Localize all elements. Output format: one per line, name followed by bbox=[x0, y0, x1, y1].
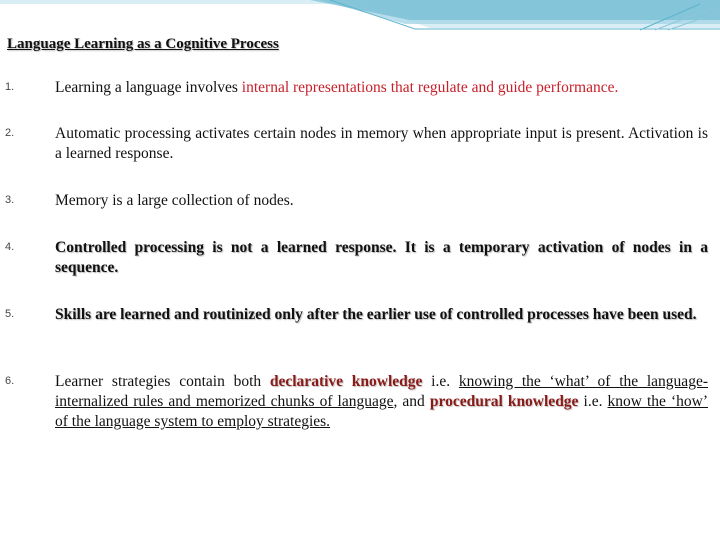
item-text-part: , and bbox=[393, 393, 430, 410]
item-text-part: i.e. bbox=[422, 373, 459, 390]
header-banner bbox=[0, 0, 720, 32]
item-number: 3. bbox=[5, 194, 15, 206]
item-text: Automatic processing activates certain nodes in memory when appropriate input is present. Activation is a learned response. bbox=[55, 125, 708, 162]
item-text: Memory is a large collection of nodes. bbox=[55, 192, 294, 209]
item-number: 2. bbox=[5, 127, 15, 139]
item-number: 6. bbox=[5, 375, 15, 387]
item-text-part: i.e. bbox=[578, 393, 608, 410]
item-number: 4. bbox=[5, 241, 15, 253]
declarative-knowledge-term: declarative knowledge bbox=[269, 373, 423, 390]
item-number: 5. bbox=[5, 308, 15, 320]
item-text bbox=[55, 78, 708, 98]
item-text-part: Learning a language involves bbox=[55, 79, 242, 96]
item-highlight: internal representations that regulate and guide performance. bbox=[241, 79, 619, 96]
procedural-knowledge-term: procedural knowledge bbox=[429, 393, 579, 410]
item-underlined-text: knowing the ‘what’ of the language-internalized rules and memorized chunks of language bbox=[55, 373, 708, 410]
item-text-part: Learner strategies contain both bbox=[55, 373, 270, 390]
item-number: 1. bbox=[5, 81, 15, 93]
item-text bbox=[55, 372, 708, 432]
page-title: Language Learning as a Cognitive Process bbox=[7, 36, 279, 52]
item-text: Controlled processing is not a learned response. It is a temporary activation of nodes in a sequence. bbox=[55, 239, 708, 276]
item-text: Skills are learned and routinized only after the earlier use of controlled processes have been used. bbox=[55, 306, 697, 323]
item-underlined-text: know the ‘how’ of the language system to employ strategies. bbox=[55, 393, 709, 430]
